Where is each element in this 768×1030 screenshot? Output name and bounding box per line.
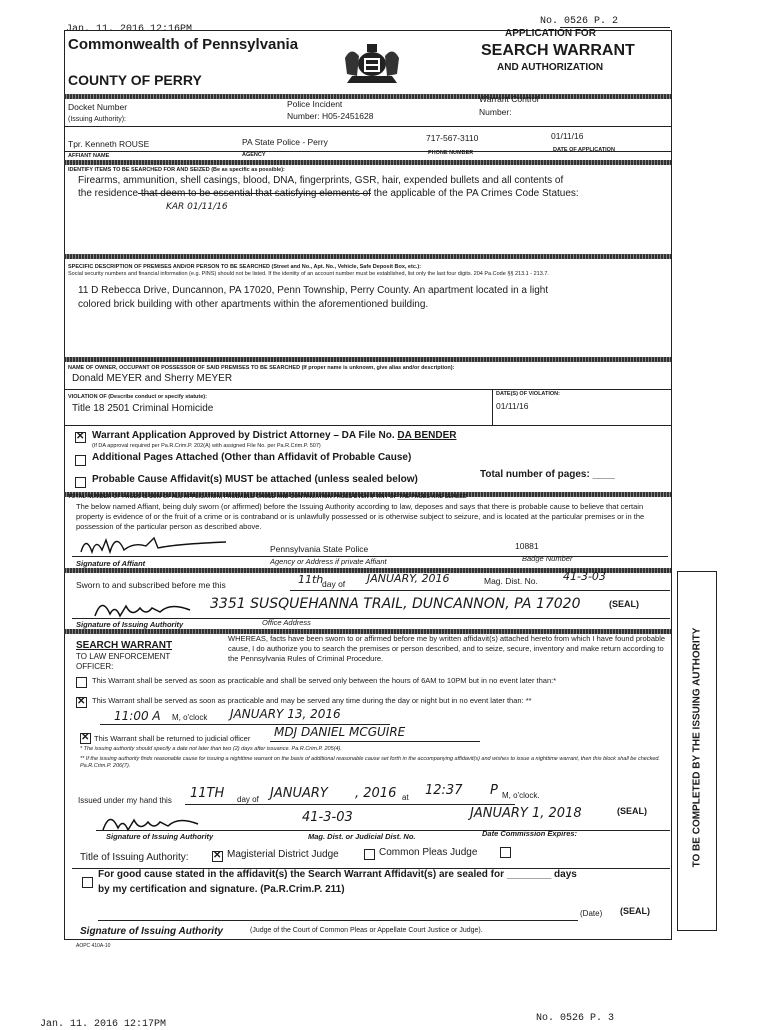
items-struck-text: that deem to be essential that satisfying elements of [138,188,371,199]
footnote-2: ** If the issuing authority finds reasonable cause for issuing a nighttime warrant on the basis of additional reasonable cause set forth in the accompanying affidavit(s) and wishes to issue a nighttime warrant, then this block shall be checked. Pa.R.Crim.P. 206(7). [80,756,660,770]
sworn-mag-number: 41-3-03 [563,570,606,583]
issuing-sig-label: Signature of Issuing Authority [106,832,214,841]
application-for: APPLICATION FOR [505,28,596,39]
issued-prefix: Issued under my hand this [78,796,172,805]
good-cause-line-1: For good cause stated in the affidavit(s) the Search Warrant Affidavit(s) are sealed for ________ days [98,869,577,880]
search-warrant-heading: SEARCH WARRANT [76,640,173,651]
premises-label-2: Social security numbers and financial information (e.g. PINS) should not be listed. If the identity of an account number must be established, list only the last four digits. 204 Pa.Code §§ 213.1 - 213.7. [68,271,549,277]
total-pages-label: Total number of pages: ____ [480,469,615,480]
da-approved-text: Warrant Application Approved by District Attorney – DA File No. [92,430,395,441]
total-pages-note: TOTAL NUMBER OF PAGES IS SUM OF ALL APPLICATION, PROBABLE CAUSE AND CONTINUATION PAGES EVEN IF ANY OF THE PAGES ARE SEALED [68,494,467,500]
daytime-serve-checkbox[interactable] [76,677,87,688]
da-approved-label [92,430,456,441]
issued-year: , 2016 [355,786,397,801]
state-title: Commonwealth of Pennsylvania [68,36,299,53]
docket-label: Docket Number [68,102,128,112]
police-label: Police Incident [287,99,343,109]
badge-label: Badge Number [522,554,573,563]
sworn-prefix: Sworn to and subscribed before me this [76,580,226,590]
issued-pm: P [490,783,498,798]
final-sig-note: (Judge of the Court of Common Pleas or Appellate Court Justice or Judge). [250,927,483,934]
fax-header-left: Jan. 11. 2016 12:16PM [66,24,193,35]
return-officer-label: This Warrant shall be returned to judicial officer [94,734,251,743]
form-number: AOPC 410A-10 [76,943,111,949]
to-law-enforcement: TO LAW ENFORCEMENT [76,652,171,661]
issuing-mag-label: Mag. Dist. or Judicial Dist. No. [308,832,416,841]
common-pleas-checkbox[interactable] [364,849,375,860]
divider [64,94,671,99]
fax-header-right: No. 0526 P. 2 [540,16,619,27]
issuing-seal: (SEAL) [617,806,647,816]
sworn-month-year: JANUARY, 2016 [367,572,450,585]
sworn-day-of: day of [322,579,346,589]
officer-label: OFFICER: [76,662,114,671]
items-initials: KAR 01/11/16 [166,202,228,212]
good-cause-line-2: by my certification and signature. (Pa.R.Crim.P. 211) [98,884,345,895]
commission-label: Date Commission Expires: [482,829,578,838]
issuing-mag-number: 41-3-03 [302,810,353,825]
serve-deadline: JANUARY 13, 2016 [230,707,341,721]
affiant-agency-label: Agency or Address if private Affiant [270,557,387,566]
agency-value: PA State Police - Perry [242,137,328,147]
date-label: (Date) [580,909,603,918]
premises-line-2: colored brick building with other apartments within the aforementioned building. [78,299,429,310]
da-approved-checkbox[interactable] [75,432,86,443]
violation-value: Title 18 2501 Criminal Homicide [72,403,214,414]
sworn-mag-label: Mag. Dist. No. [484,576,538,586]
issued-month: JANUARY [270,786,328,801]
fax-footer-right: No. 0526 P. 3 [536,1013,615,1024]
sidebar-text: TO BE COMPLETED BY THE ISSUING AUTHORITY [691,627,703,868]
warrant-subtitle: AND AUTHORIZATION [497,62,604,73]
additional-pages-label: Additional Pages Attached (Other than Affidavit of Probable Cause) [92,452,412,463]
violation-label: VIOLATION OF (Describe conduct or specify statute): [68,394,207,400]
whereas-text: WHEREAS, facts have been sworn to or affirmed before me by written affidavit(s) attached hereto from which I have found probable cause, I do authorize you to search the premises or person described, and to seize, secure, inventory and make return according to the Pennsylvania Rules of Criminal Procedure. [228,634,666,663]
phone-label: PHONE NUMBER [428,150,474,156]
police-incident-value: Number: H05-2451628 [287,111,374,121]
mdj-label: Magisterial District Judge [227,849,339,860]
serve-time-suffix: M, o'clock [172,713,208,722]
fax-footer-left: Jan. 11. 2016 12:17PM [40,1019,167,1030]
docket-label-2: (Issuing Authority): [68,116,126,123]
items-label: IDENTIFY ITEMS TO BE SEARCHED FOR AND SEIZED (Be as specific as possible): [68,167,285,173]
mdj-checkbox[interactable] [212,851,223,862]
warrant-control-label: Warrant Control [479,94,539,104]
premises-line-1: 11 D Rebecca Drive, Duncannon, PA 17020, Penn Township, Perry County. An apartment located in a light [78,285,549,296]
probable-cause-checkbox[interactable] [75,477,86,488]
final-seal: (SEAL) [620,906,650,916]
issued-oclock: M, o'clock. [502,791,540,800]
items-line-1: Firearms, ammunition, shell casings, blood, DNA, fingerprints, GSR, hair, expended bullets and all contents of [78,175,564,186]
affiant-agency: Pennsylvania State Police [270,544,369,554]
affiant-sig-label: Signature of Affiant [76,559,146,568]
violation-date: 01/11/16 [496,401,529,411]
da-note: (If DA approval required per Pa.R.Crim.P. 202(A) with assigned File No. per Pa.R.Crim.P. 507) [92,443,321,449]
footnote-1: * The issuing authority should specify a date not later than two (2) days after issuance. Pa.R.Crim.P. 205(4). [80,746,342,752]
affiant-name: Tpr. Kenneth ROUSE [68,139,150,149]
anytime-serve-label: This Warrant shall be served as soon as practicable and may be served any time during the day or night but in no event later than: ** [92,696,532,705]
warrant-control-label-2: Number: [479,107,512,117]
phone-value: 717-567-3110 [426,133,479,143]
other-authority-checkbox[interactable] [500,847,511,858]
office-address: 3351 SUSQUEHANNA TRAIL, DUNCANNON, PA 17020 [210,596,581,612]
sealed-checkbox[interactable] [82,877,93,888]
agency-label: AGENCY [242,152,266,158]
issuing-authority-sidebar [677,571,717,931]
sworn-day: 11th [298,573,324,586]
return-officer-name: MDJ DANIEL MCGUIRE [274,725,406,739]
app-date-label: DATE OF APPLICATION [553,147,615,153]
da-file-number: DA BENDER [397,430,457,441]
issued-day-of: day of [237,795,259,804]
affidavit-text: The below named Affiant, being duly sworn (or affirmed) before the Issuing Authority according to law, deposes and says that there is probable cause to believe that certain property is evidence of or the fruit of a crime or is contraband or is unlawfully possessed or is otherwise subject to seizure, and is located at the particular premises or in the possession of the particular person as described above. [76,502,645,532]
affiant-label: AFFIANT NAME [68,153,110,159]
sworn-seal: (SEAL) [609,599,639,609]
common-pleas-label: Common Pleas Judge [379,847,478,858]
violation-date-label: DATE(S) OF VIOLATION: [496,391,560,397]
items-residence: the residence [78,188,139,199]
daytime-serve-label: This Warrant shall be served as soon as practicable and shall be served only between the hours of 6AM to 10PM but in no event later than:* [92,676,557,685]
issued-at: at [402,793,409,802]
owner-value: Donald MEYER and Sherry MEYER [72,373,233,384]
issued-day: 11TH [190,786,225,801]
anytime-serve-checkbox[interactable] [76,697,87,708]
title-of-authority-label: Title of Issuing Authority: [80,852,189,863]
issued-time: 12:37 [425,783,463,798]
additional-pages-checkbox[interactable] [75,455,86,466]
items-statute-text: the applicable of the PA Crimes Code Statues: [370,188,579,199]
badge-number: 10881 [515,541,539,551]
application-date: 01/11/16 [551,131,584,141]
sworn-sig-label: Signature of Issuing Authority [76,620,184,629]
premises-label: SPECIFIC DESCRIPTION OF PREMISES AND/OR PERSON TO BE SEARCHED (Street and No., Apt. No., Vehicle, Safe Deposit Box, etc.): [68,264,422,270]
commission-expires: JANUARY 1, 2018 [470,806,582,821]
probable-cause-label: Probable Cause Affidavit(s) MUST be attached (unless sealed below) [92,474,418,485]
owner-label: NAME OF OWNER, OCCUPANT OR POSSESSOR OF SAID PREMISES TO BE SEARCHED (If proper name is unknown, give alias and/or description): [68,365,455,371]
county-title: COUNTY OF PERRY [68,72,202,88]
final-sig-label: Signature of Issuing Authority [80,926,223,937]
serve-time: 11:00 A [114,709,161,723]
seal-icon [337,38,407,88]
office-address-label: Office Address [262,618,311,627]
items-line-2 [78,188,579,199]
return-officer-checkbox[interactable] [80,733,91,744]
warrant-title: SEARCH WARRANT [481,42,635,59]
